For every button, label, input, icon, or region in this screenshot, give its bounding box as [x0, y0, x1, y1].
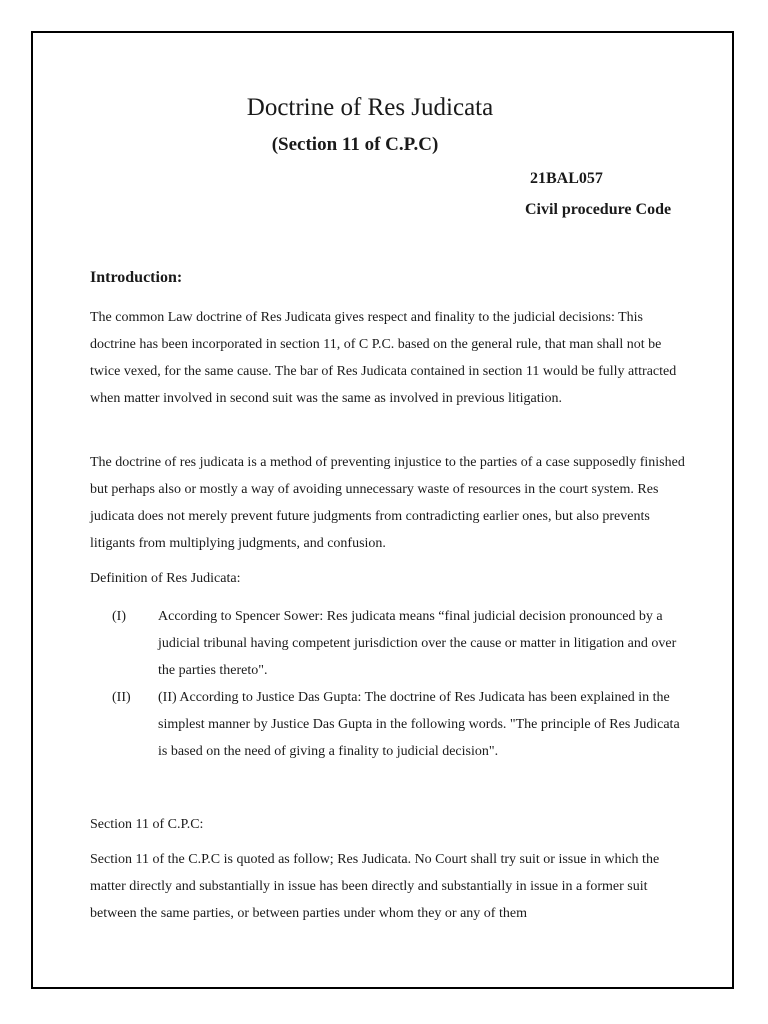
document-subtitle: (Section 11 of C.P.C): [271, 134, 439, 155]
doctrine-paragraph: The doctrine of res judicata is a method of preventing injustice to the parties of a case supposedly finished but perhaps also or mostly a way of avoiding unnecessary waste of resources in the court system. Res judicata does not merely prevent future judgments from contradicting earlier ones, but also prevents litigants from multiplying judgments, and confusion.: [90, 455, 685, 551]
definition-item: [90, 684, 690, 765]
document-title: Doctrine of Res Judicata: [246, 94, 494, 121]
definition-item: [90, 603, 690, 684]
introduction-paragraph: The common Law doctrine of Res Judicata gives respect and finality to the judicial decisions: This doctrine has been incorporated in section 11, of C P.C. based on the general rule, that man shall not be twice vexed, for the same cause. The bar of Res Judicata contained in section 11 would be fully attracted when matter involved in second suit was the same as involved in previous litigation.: [90, 310, 677, 406]
definition-heading: Definition of Res Judicata:: [90, 571, 241, 586]
definition-text: According to Spencer Sower: Res judicata means “final judicial decision pronounced by a judicial tribunal having competent jurisdiction over the cause or matter in litigation and over the parties thereto".: [158, 609, 677, 678]
section-paragraph: Section 11 of the C.P.C is quoted as follow; Res Judicata. No Court shall try suit or issue in which the matter directly and substantially in issue has been directly and substantially in issue in a former suit between the same parties, or between parties under whom they or any of them: [90, 852, 660, 921]
introduction-heading: Introduction:: [90, 269, 183, 286]
definition-text: (II) According to Justice Das Gupta: The doctrine of Res Judicata has been explained in the simplest manner by Justice Das Gupta in the following words. "The principle of Res Judicata is based on the need of giving a finality to judicial decision".: [158, 690, 680, 759]
subject-name: Civil procedure Code: [525, 201, 672, 218]
definition-number: (I): [112, 609, 126, 624]
section-heading: Section 11 of C.P.C:: [90, 817, 204, 832]
student-id: 21BAL057: [530, 170, 603, 187]
definition-list: [90, 603, 690, 765]
definition-number: (II): [112, 690, 131, 705]
